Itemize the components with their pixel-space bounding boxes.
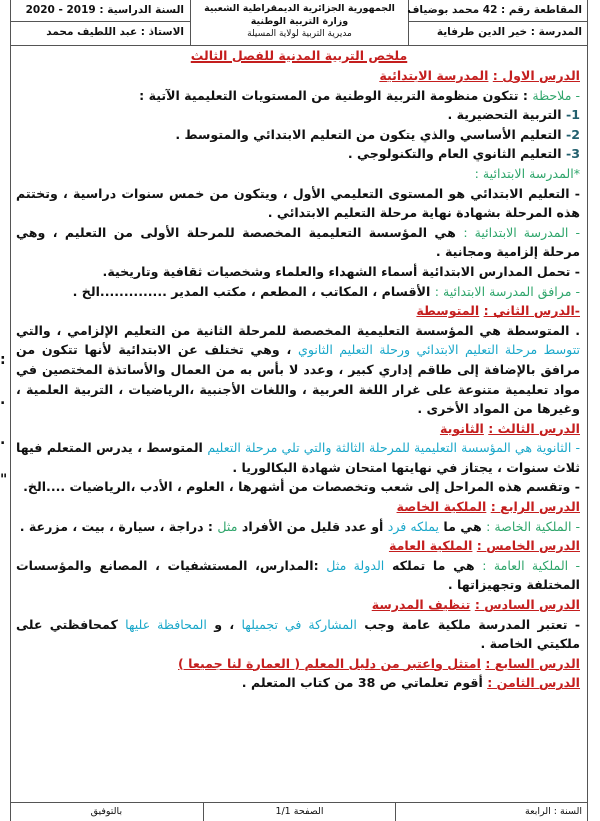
lesson-topic: أقوم تعلماتي ص 38 من كتاب المتعلم . bbox=[241, 675, 483, 691]
paragraph: - وتقسم هذه المراحل إلى شعب وتخصصات من أشهرها ، العلوم ، الأدب ،الرياضيات ....الخ. bbox=[23, 479, 580, 495]
paragraph bbox=[16, 615, 580, 654]
level-text: التعليم الثانوي العام والتكنولوجي . bbox=[347, 146, 562, 162]
lesson-label: -الدرس الثاني : bbox=[483, 303, 580, 319]
page-number: الصفحة 1/1 bbox=[203, 803, 396, 821]
highlight-text: - الثانوية هي المؤسسة التعليمية للمرحلة الثالثة والتي تلي مرحلة التعليم bbox=[207, 440, 580, 456]
paragraph-text: . المتوسطة هي المؤسسة التعليمية المخصصة للمرحلة الثانية من التعليم الإلزامي ، والتي bbox=[16, 322, 580, 338]
republic-label: الجمهورية الجزائرية الديمقراطية الشعبية bbox=[204, 3, 395, 14]
paragraph-text: كمحافظتي على ملكيتي الخاصة . bbox=[16, 616, 580, 652]
footer-table bbox=[10, 802, 588, 821]
header-center-cell bbox=[190, 0, 408, 45]
paragraph-text: المتوسط ، يدرس المتعلم فيها ثلاث سنوات ، يجتاز في نهايتها امتحان شهادة البكالوريا . bbox=[16, 440, 580, 475]
grade-label: السنة : الرابعة bbox=[395, 803, 588, 821]
highlight-text: الدولة مثل bbox=[326, 557, 385, 573]
lesson-topic: تنظيف المدرسة bbox=[371, 597, 471, 613]
note-text: : تتكون منظومة التربية الوطنية من المستويات التعليمية الآتية : bbox=[139, 87, 528, 103]
level-item bbox=[16, 144, 580, 164]
paragraph: - التعليم الابتدائي هو المستوى التعليمي الأول ، ويتكون من خمس سنوات دراسية ، وتختتم هذه المرحلة بشهادة نهاية مرحلة التعليم الابتدائي . bbox=[16, 185, 580, 221]
definition-label: - المدرسة الابتدائية : bbox=[463, 224, 580, 240]
lesson-label: الدرس الرابع : bbox=[490, 499, 580, 515]
level-item bbox=[16, 125, 580, 145]
level-text: التربية التحضيرية . bbox=[447, 107, 562, 123]
lesson-topic: المتوسطة bbox=[416, 303, 480, 319]
school-label: المدرسة : خير الدين طرفاية bbox=[409, 21, 588, 43]
facilities-line bbox=[16, 282, 580, 302]
page-edge-marks: : . . " bbox=[0, 352, 8, 488]
header-right-cell bbox=[408, 0, 588, 45]
lesson-topic: الثانوية bbox=[439, 420, 484, 436]
lesson-label: الدرس السادس : bbox=[474, 597, 580, 613]
header-left-cell bbox=[10, 0, 190, 45]
lesson-8-heading bbox=[16, 673, 580, 693]
lesson-5-heading bbox=[16, 536, 580, 556]
level-text: التعليم الأساسي والذي يتكون من التعليم الابتدائي والمتوسط . bbox=[175, 126, 562, 142]
definition bbox=[16, 556, 580, 595]
paragraph bbox=[16, 438, 580, 477]
paragraph-text: ، و bbox=[214, 616, 235, 632]
document-body bbox=[10, 66, 588, 693]
lesson-label: الدرس الثامن : bbox=[487, 675, 580, 691]
document-page bbox=[10, 0, 588, 821]
level-number: 2- bbox=[566, 126, 580, 142]
lesson-label: الدرس الخامس : bbox=[476, 538, 580, 554]
level-number: 3- bbox=[566, 146, 580, 162]
highlight-text: المحافظة عليها bbox=[125, 616, 207, 632]
definition-label: - الملكية العامة : bbox=[482, 557, 580, 573]
highlight-text: المشاركة في تجميلها bbox=[241, 616, 357, 632]
teacher-label: الاستاذ : عبد اللطيف محمد bbox=[10, 21, 190, 43]
header-table bbox=[10, 0, 588, 46]
lesson-4-heading bbox=[16, 497, 580, 517]
definition-text: هي المؤسسة التعليمية المخصصة للمرحلة الأولى من التعليم ، وهي مرحلة إلزامية ومجانية . bbox=[16, 224, 580, 260]
document-title: ملخص التربية المدنية للفصل الثالث bbox=[190, 48, 408, 63]
lesson-label: الدرس الاول : bbox=[492, 68, 580, 83]
level-number: 1- bbox=[566, 107, 580, 123]
note-label: - ملاحظة bbox=[532, 87, 580, 103]
district-label: المقاطعة رقم : 42 محمد بوضياف bbox=[407, 4, 582, 16]
lesson-topic: الملكية الخاصة bbox=[396, 499, 487, 515]
definition-text: هي ما تملكه bbox=[391, 557, 475, 573]
definition bbox=[16, 517, 580, 537]
lesson-topic: الملكية العامة bbox=[388, 538, 473, 554]
lesson-2-heading bbox=[16, 301, 580, 321]
facilities-text: الأقسام ، المكاتب ، المطعم ، مكتب المدير ..............الخ . bbox=[72, 283, 431, 299]
highlight-text: يملكه فرد bbox=[387, 518, 439, 534]
school-year-label: السنة الدراسية : 2019 - 2020 bbox=[25, 4, 184, 16]
highlight-text: تتوسط مرحلة التعليم الابتدائي ورحلة التعليم الثانوي bbox=[298, 342, 580, 358]
ministry-label: وزارة التربية الوطنية bbox=[250, 16, 349, 27]
closing-label: بالتوفيق bbox=[90, 806, 123, 817]
lesson-topic: امتثل واعتبر من دليل المعلم ( العمارة لنا جميعا ) bbox=[178, 655, 481, 671]
example-label: مثل bbox=[217, 518, 238, 534]
lesson-3-heading bbox=[16, 419, 580, 439]
directorate-label: مديرية التربية لولاية المسيلة bbox=[247, 29, 352, 39]
definition-text: أو عدد قليل من الأفراد bbox=[241, 518, 384, 534]
paragraph bbox=[16, 321, 580, 419]
lesson-7-heading bbox=[16, 654, 580, 674]
lesson-6-heading bbox=[16, 595, 580, 615]
definition bbox=[16, 223, 580, 262]
definition-text: : دراجة ، سيارة ، بيت ، مزرعة . bbox=[19, 518, 213, 534]
definition-text: هي ما bbox=[443, 518, 482, 534]
paragraph-text: - تعتبر المدرسة ملكية عامة وجب bbox=[364, 616, 581, 632]
note-line bbox=[16, 86, 580, 106]
lesson-label: الدرس السابع : bbox=[485, 655, 580, 671]
lesson-label: الدرس الثالث : bbox=[488, 420, 580, 436]
paragraph: - تحمل المدارس الابتدائية أسماء الشهداء والعلماء وشخصيات ثقافية وتاريخية. bbox=[102, 263, 580, 279]
lesson-topic: المدرسة الابتدائية bbox=[379, 68, 489, 83]
lesson-1-heading bbox=[16, 66, 580, 86]
paragraph-text: ، وهي تختلف عن الابتدائية لأنها تتكون من مرافق بالإضافة إلى طاقم إداري كبير ، وعدد لا بأس به من العمال والأساتذة المختصين في مواد تعليمية متنوعة على غرار اللغة العربية ، واللغات الأجنبية ،الرياضيات ، التربية العلمية ، وغيرها من المواد الأخرى . bbox=[16, 342, 580, 417]
sub-heading: *المدرسة الابتدائية : bbox=[474, 165, 580, 181]
definition-label: - الملكية الخاصة : bbox=[486, 518, 580, 534]
level-item bbox=[16, 105, 580, 125]
facilities-label: - مرافق المدرسة الابتدائية : bbox=[434, 283, 580, 299]
definition-text: :المدارس، المستشفيات ، المصانع والمؤسسات المختلفة وتجهيزاتها . bbox=[16, 557, 580, 593]
